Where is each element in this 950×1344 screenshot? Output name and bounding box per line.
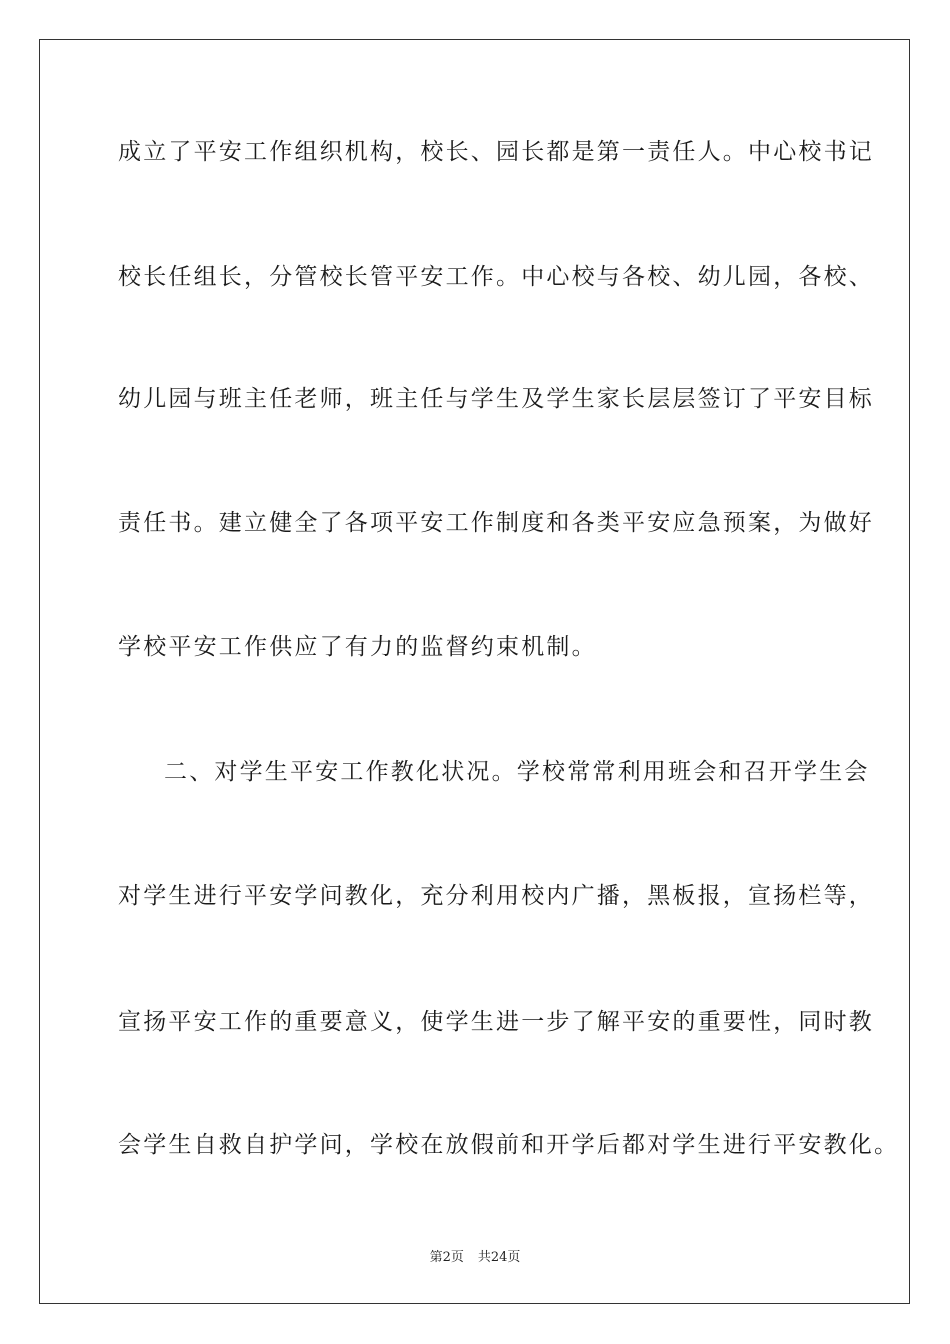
paragraph-heading-line: 二、对学生平安工作教化状况。学校常常利用班会和召开学生会 (164, 759, 870, 785)
body-text-line: 责任书。建立健全了各项平安工作制度和各类平安应急预案，为做好 (118, 510, 874, 536)
body-text-line: 校长任组长，分管校长管平安工作。中心校与各校、幼儿园，各校、 (118, 264, 874, 290)
body-text-line: 幼儿园与班主任老师，班主任与学生及学生家长层层签订了平安目标 (118, 386, 874, 412)
body-text-line: 宣扬平安工作的重要意义，使学生进一步了解平安的重要性，同时教 (118, 1009, 874, 1035)
page-border (39, 39, 910, 1304)
total-pages: 共24页 (477, 1250, 521, 1265)
body-text-line: 会学生自救自护学问，学校在放假前和开学后都对学生进行平安教化。 (118, 1132, 900, 1158)
page-number: 第2页 (429, 1250, 464, 1265)
body-text-line: 学校平安工作供应了有力的监督约束机制。 (118, 634, 597, 660)
body-text-line: 成立了平安工作组织机构，校长、园长都是第一责任人。中心校书记 (118, 139, 874, 165)
page-footer (0, 1250, 950, 1266)
body-text-line: 对学生进行平安学问教化，充分利用校内广播，黑板报，宣扬栏等， (118, 883, 874, 909)
